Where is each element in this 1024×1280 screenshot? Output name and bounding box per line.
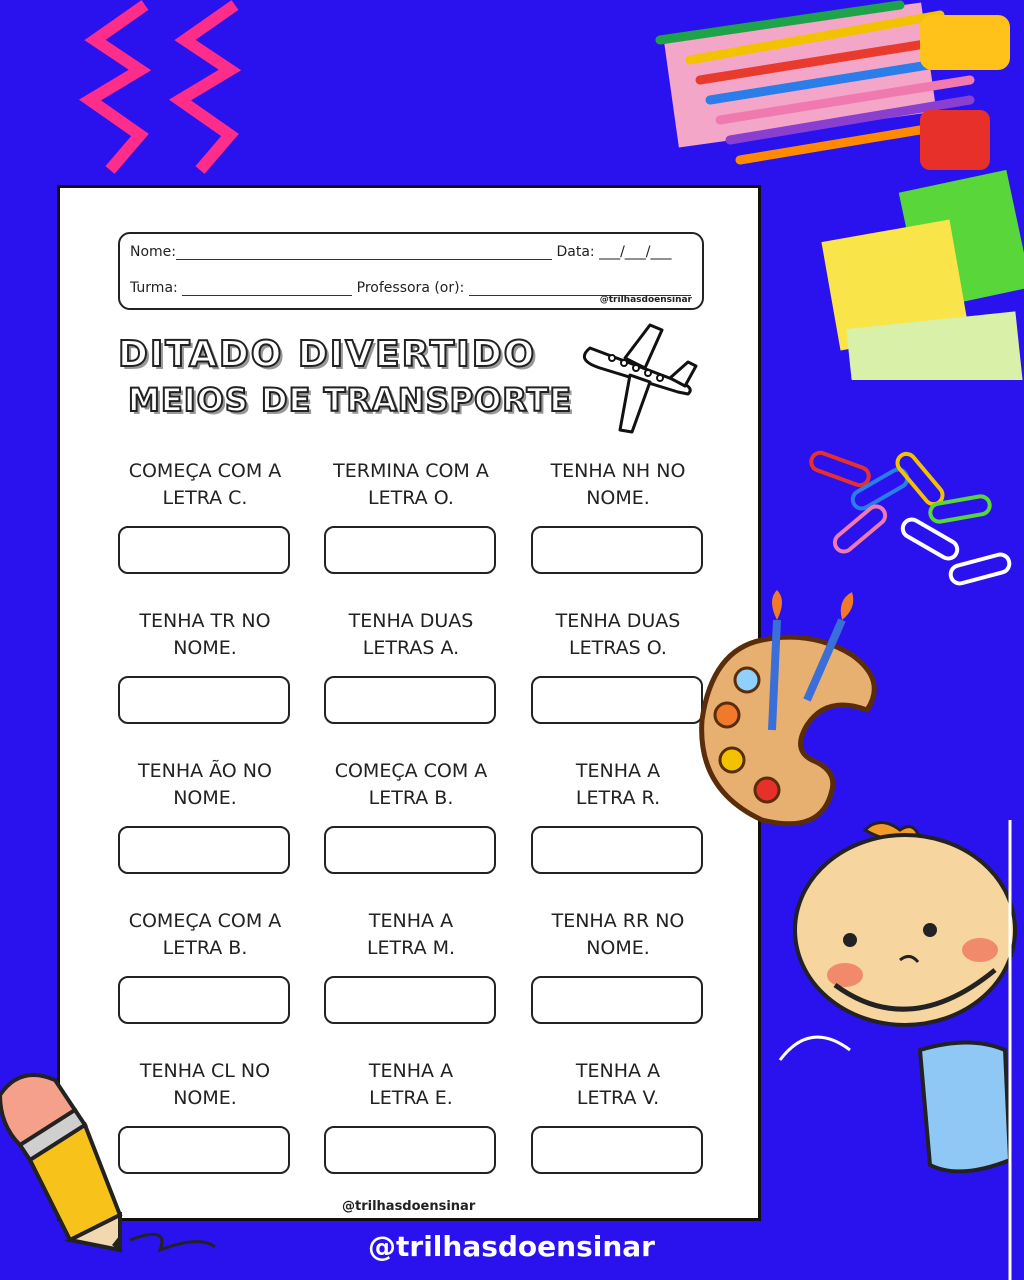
instruction-line-2: LETRA V.: [576, 1087, 660, 1109]
title-line-1: DITADO DIVERTIDO: [118, 334, 537, 375]
exercise-item: [531, 908, 705, 1024]
exercise-item: [324, 758, 498, 874]
professora-label: Professora (or):: [356, 280, 465, 296]
answer-box[interactable]: [324, 1126, 496, 1174]
instruction-line-1: TENHA A: [575, 1060, 661, 1082]
data-label: Data: ___/___/___: [556, 244, 672, 260]
instruction-line-2: NOME.: [173, 637, 237, 659]
professora-field[interactable]: [469, 281, 691, 296]
answer-box[interactable]: [118, 826, 290, 874]
exercise-instruction: [324, 1058, 498, 1112]
exercise-item: [531, 608, 705, 724]
exercise-item: [118, 908, 292, 1024]
exercise-instruction: [118, 908, 292, 962]
instruction-line-2: NOME.: [586, 487, 650, 509]
zigzag-icon: [70, 0, 260, 180]
turma-field[interactable]: [182, 281, 352, 296]
airplane-icon: [570, 320, 705, 435]
answer-box[interactable]: [531, 976, 703, 1024]
exercise-item: [324, 908, 498, 1024]
paint-palette-icon: [692, 580, 892, 830]
instruction-line-2: NOME.: [586, 937, 650, 959]
exercise-instruction: [324, 608, 498, 662]
instruction-line-2: LETRA R.: [575, 787, 661, 809]
instruction-line-1: COMEÇA COM A: [128, 460, 282, 482]
instruction-line-2: LETRA E.: [369, 1087, 453, 1109]
instruction-line-2: LETRAS A.: [362, 637, 460, 659]
answer-box[interactable]: [531, 526, 703, 574]
exercise-item: [118, 458, 292, 574]
answer-box[interactable]: [118, 976, 290, 1024]
exercise-item: [531, 458, 705, 574]
instruction-line-2: LETRA M.: [366, 937, 456, 959]
instruction-line-1: TENHA NH NO: [550, 460, 686, 482]
exercise-item: [324, 458, 498, 574]
exercise-instruction: [531, 608, 705, 662]
instruction-line-1: TENHA DUAS: [348, 610, 474, 632]
instruction-line-1: TENHA TR NO: [139, 610, 271, 632]
exercise-instruction: [531, 908, 705, 962]
exercise-instruction: [324, 908, 498, 962]
exercise-instruction: [531, 1058, 705, 1112]
exercise-item: [531, 1058, 705, 1174]
answer-box[interactable]: [324, 826, 496, 874]
answer-box[interactable]: [531, 1126, 703, 1174]
header-credit: @trilhasdoensinar: [599, 295, 692, 305]
instruction-line-1: TENHA A: [368, 1060, 454, 1082]
exercise-item: [118, 758, 292, 874]
exercise-instruction: [118, 758, 292, 812]
bottom-credit: @trilhasdoensinar: [368, 1230, 655, 1263]
instruction-line-1: TENHA ÃO NO: [138, 760, 272, 782]
instruction-line-1: TENHA DUAS: [555, 610, 681, 632]
answer-box[interactable]: [118, 526, 290, 574]
instruction-line-2: LETRA C.: [162, 487, 248, 509]
answer-box[interactable]: [324, 526, 496, 574]
exercise-item: [324, 608, 498, 724]
exercise-instruction: [324, 758, 498, 812]
instruction-line-2: LETRAS O.: [569, 637, 667, 659]
footer-credit: @trilhasdoensinar: [342, 1199, 476, 1214]
instruction-line-1: COMEÇA COM A: [334, 760, 488, 782]
turma-label: Turma:: [130, 280, 178, 296]
exercise-item: [324, 1058, 498, 1174]
answer-box[interactable]: [118, 676, 290, 724]
instruction-line-1: TENHA A: [368, 910, 454, 932]
nome-field[interactable]: [176, 245, 552, 260]
smiling-boy-icon: [770, 820, 1024, 1280]
paper-clips-icon: [790, 440, 1024, 600]
exercise-instruction: [118, 458, 292, 512]
exercise-instruction: [531, 758, 705, 812]
exercise-instruction: [531, 458, 705, 512]
exercise-instruction: [324, 458, 498, 512]
instruction-line-2: LETRA B.: [162, 937, 248, 959]
answer-box[interactable]: [324, 676, 496, 724]
exercise-item: [531, 758, 705, 874]
student-info-box: [118, 232, 704, 310]
instruction-line-2: LETRA B.: [368, 787, 454, 809]
exercise-instruction: [118, 608, 292, 662]
instruction-line-2: NOME.: [173, 787, 237, 809]
instruction-line-2: NOME.: [173, 1087, 237, 1109]
instruction-line-1: COMEÇA COM A: [128, 910, 282, 932]
instruction-line-1: TENHA CL NO: [139, 1060, 271, 1082]
answer-box[interactable]: [531, 676, 703, 724]
answer-box[interactable]: [531, 826, 703, 874]
instruction-line-2: LETRA O.: [368, 487, 454, 509]
exercise-item: [118, 608, 292, 724]
title-line-2: MEIOS DE TRANSPORTE: [128, 381, 573, 419]
answer-box[interactable]: [324, 976, 496, 1024]
instruction-line-1: TERMINA COM A: [333, 460, 489, 482]
nome-label: Nome:: [130, 244, 177, 260]
instruction-line-1: TENHA A: [575, 760, 661, 782]
pencil-icon: [0, 1055, 220, 1260]
instruction-line-1: TENHA RR NO: [551, 910, 685, 932]
